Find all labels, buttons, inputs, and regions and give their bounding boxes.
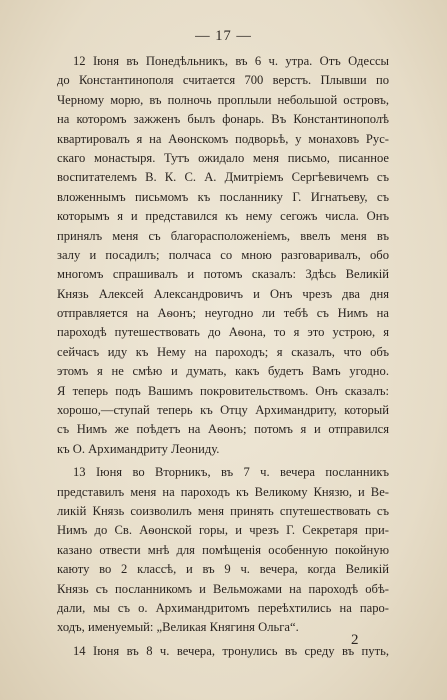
text-line: ходъ, именуемый: „Великая Княгиня Ольга“. (57, 620, 299, 635)
text-line: къ О. Архимандриту Леониду. (57, 441, 220, 456)
page-number: — 17 — (195, 28, 252, 44)
paragraph-1 (57, 52, 389, 459)
text-line: этомъ я не смѣю и думать, какъ будетъ Вамъ угодно. (57, 364, 389, 379)
text-line: отправляется на Аѳонъ; неугодно ли тебѣ съ Нимъ на (57, 306, 389, 321)
text-line: скаго монастыря. Тутъ ожидало меня письмо, писанное (57, 150, 389, 165)
text-line: Князь Алексей Александровичъ и Онъ чрезъ два дня (57, 286, 389, 301)
text-line: которымъ я и представился къ нему сегожъ числа. Онъ (57, 209, 389, 224)
text-line: пароходѣ путешествовать до Аѳона, то я это устрою, я (57, 325, 389, 340)
text-line: Черному морю, въ полночь проплыли небольшой островъ, (57, 92, 389, 107)
text-line: ликій Князь соизволилъ меня принять спутешествовать съ (57, 503, 389, 518)
text-line: 13 Іюня во Вторникъ, въ 7 ч. вечера посланникъ (73, 465, 389, 480)
text-line: каюту во 2 классѣ, и въ 9 ч. вечера, когда Великій (57, 562, 389, 577)
text-line: сейчасъ иду къ Нему на пароходъ; я сказалъ, что объ (57, 344, 389, 359)
text-line: Нимъ до Св. Аѳонской горы, и чрезъ Г. Секретаря при- (57, 523, 389, 538)
text-line: квартировалъ я на Аѳонскомъ подворьѣ, у монаховъ Рус- (57, 131, 389, 146)
text-line: на которомъ зажженъ былъ фонарь. Въ Константинополѣ (57, 112, 389, 127)
text-line: Князь съ посланникомъ и Вельможами на пароходѣ обѣ- (57, 581, 389, 596)
signature-mark: 2 (351, 632, 359, 648)
text-line: Я теперь подъ Вашимъ покровительствомъ. Онъ сказалъ: (57, 383, 389, 398)
text-line: вложеннымъ письмомъ къ посланнику Г. Игнатьеву, съ (57, 189, 389, 204)
text-line: принялъ меня съ благорасположеніемъ, ввелъ меня въ (57, 228, 389, 243)
text-line: представилъ меня на пароходъ къ Великому Князю, и Ве- (57, 484, 389, 499)
text-line: дали, мы съ о. Архимандритомъ переѣхтились на паро- (57, 600, 389, 615)
body-text (57, 52, 389, 661)
text-line: съ Нимъ же поѣдетъ на Аѳонъ; потомъ я и отправился (57, 422, 389, 437)
text-line: 14 Іюня въ 8 ч. вечера, тронулись въ среду въ путь, (73, 643, 389, 658)
paragraph-3 (57, 642, 389, 661)
text-line: 12 Іюня въ Понедѣльникъ, въ 6 ч. утра. Отъ Одессы (73, 54, 389, 68)
text-line: многомъ спрашивалъ и потомъ сказалъ: Здѣсь Великій (57, 267, 389, 282)
paragraph-2 (57, 463, 389, 638)
text-line: залу и посадилъ; полчаса со мною разговаривалъ, обо (57, 247, 389, 262)
text-line: хорошо,—ступай теперь къ Отцу Архимандриту, который (57, 403, 389, 418)
text-line: казано отвести мнѣ для помѣщенія особенную покойную (57, 542, 389, 557)
text-line: воспитателемъ В. К. С. А. Дмитріемъ Сергѣевичемъ съ (57, 170, 389, 185)
text-line: до Константинополя считается 700 верстъ. Плывши по (57, 73, 389, 88)
